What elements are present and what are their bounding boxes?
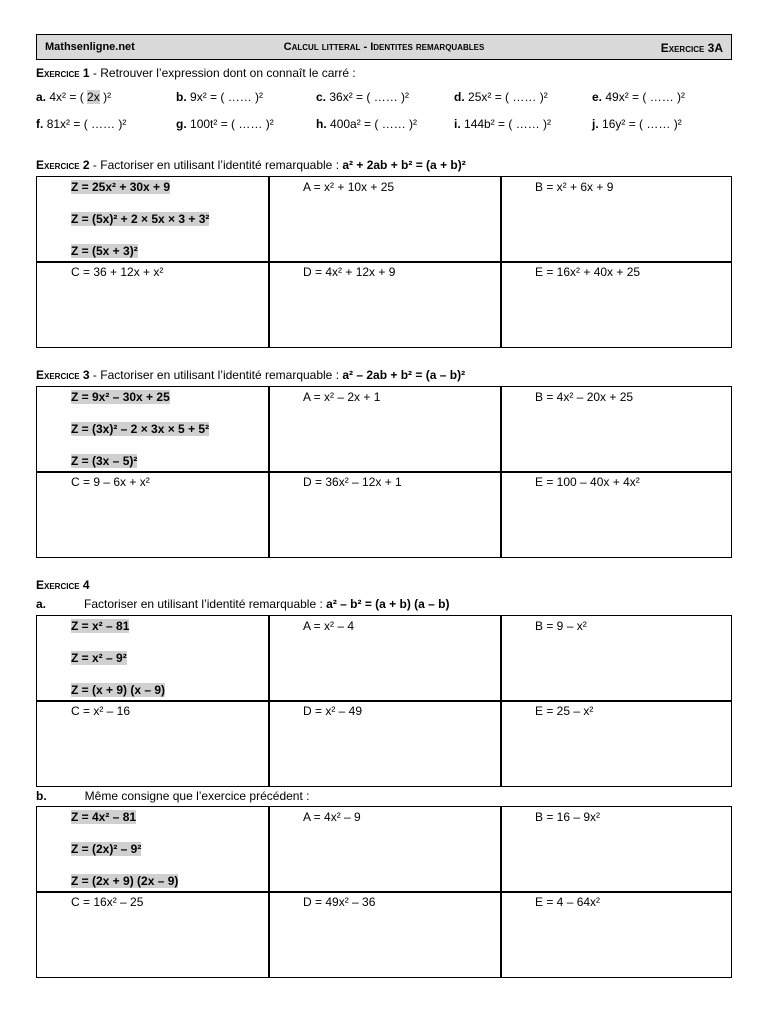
ex3-example-line2: Z = (3x)² – 2 × 3x × 5 + 5² — [71, 422, 210, 436]
ex3-cell-a: A = x² – 2x + 1 — [303, 390, 381, 404]
ex4b-example-line1: Z = 4x² – 81 — [71, 810, 137, 824]
exercise-id: Exercice 3A — [660, 41, 723, 55]
example-cell-line — [71, 454, 137, 468]
site-name: Mathsenligne.net — [45, 41, 135, 53]
ex1-title — [36, 66, 356, 80]
ex4a-cell-d: D = x² – 49 — [303, 704, 363, 718]
ex4b-example-line2: Z = (2x)² – 9² — [71, 842, 142, 856]
ex2-example-line2: Z = (5x)² + 2 × 5x × 3 + 3² — [71, 212, 210, 226]
ex4b-cell-c: C = 16x² – 25 — [71, 895, 144, 909]
example-cell-line — [71, 422, 209, 436]
ex1-item-f: f. 81x² = ( …… )² — [36, 117, 127, 131]
ex4b-grid — [36, 806, 732, 978]
example-cell-line — [71, 212, 209, 226]
ex4-heading: Exercice 4 — [36, 578, 90, 592]
ex4a-cell-e: E = 25 – x² — [535, 704, 594, 718]
example-cell-line — [71, 180, 170, 194]
ex1-answer: 2x — [87, 90, 100, 104]
ex3-cell-d: D = 36x² – 12x + 1 — [303, 475, 402, 489]
ex3-example-line3: Z = (3x – 5)² — [71, 454, 138, 468]
ex4a-cell-c: C = x² – 16 — [71, 704, 131, 718]
ex3-example-line1: Z = 9x² – 30x + 25 — [71, 390, 170, 404]
ex1-item-c: c. 36x² = ( …… )² — [316, 90, 410, 104]
ex1-item-g: g. 100t² = ( …… )² — [176, 117, 274, 131]
example-cell-line — [71, 810, 136, 824]
ex4a-example-line2: Z = x² – 9² — [71, 651, 127, 665]
example-cell-line — [71, 874, 178, 888]
ex4b-cell-d: D = 49x² – 36 — [303, 895, 376, 909]
example-cell-line — [71, 390, 170, 404]
grid-divider — [37, 261, 731, 263]
ex4a-example-line3: Z = (x + 9) (x – 9) — [71, 683, 166, 697]
ex3-heading: Exercice 3 — [36, 368, 90, 382]
ex1-heading: Exercice 1 — [36, 66, 90, 80]
ex2-heading: Exercice 2 — [36, 158, 90, 172]
ex2-cell-e: E = 16x² + 40x + 25 — [535, 265, 641, 279]
header-bar — [36, 34, 732, 60]
ex2-cell-a: A = x² + 10x + 25 — [303, 180, 395, 194]
ex1-item-e: e. 49x² = ( …… )² — [592, 90, 686, 104]
ex1-item-a: a. 4x² = ( 2x )² — [36, 90, 112, 104]
ex4-identity: a² – b² = (a + b) (a – b) — [326, 597, 450, 611]
ex4b-cell-b: B = 16 – 9x² — [535, 810, 601, 824]
example-cell-line — [71, 683, 165, 697]
ex1-item-d: d. 25x² = ( …… )² — [454, 90, 548, 104]
example-cell-line — [71, 244, 138, 258]
ex4-title — [36, 578, 90, 592]
ex2-example-line1: Z = 25x² + 30x + 9 — [71, 180, 171, 194]
ex1-item-i: i. 144b² = ( …… )² — [454, 117, 552, 131]
ex4a-cell-b: B = 9 – x² — [535, 619, 587, 633]
ex4b-cell-e: E = 4 – 64x² — [535, 895, 601, 909]
ex2-cell-d: D = 4x² + 12x + 9 — [303, 265, 396, 279]
ex2-cell-b: B = x² + 6x + 9 — [535, 180, 614, 194]
ex4a-example-line1: Z = x² – 81 — [71, 619, 130, 633]
ex2-grid — [36, 176, 732, 348]
ex3-grid — [36, 386, 732, 558]
ex2-title: Exercice 2 - Factoriser en utilisant l’identité remarquable : a² + 2ab + b² = (a + b)² — [36, 158, 466, 172]
ex3-title: Exercice 3 - Factoriser en utilisant l’identité remarquable : a² – 2ab + b² = (a – b)² — [36, 368, 466, 382]
ex2-identity: a² + 2ab + b² = (a + b)² — [342, 158, 466, 172]
ex2-example-line3: Z = (5x + 3)² — [71, 244, 138, 258]
ex1-item-b: b. 9x² = ( …… )² — [176, 90, 264, 104]
grid-divider — [37, 471, 731, 473]
ex4b-example-line3: Z = (2x + 9) (2x – 9) — [71, 874, 179, 888]
ex4a-cell-a: A = x² – 4 — [303, 619, 355, 633]
ex1-item-h: h. 400a² = ( …… )² — [316, 117, 418, 131]
ex4b-instruction-line: b. Même consigne que l’exercice précédent : — [36, 789, 310, 803]
ex1-instruction: - Retrouver l’expression dont on connaît le carré : — [89, 66, 356, 80]
ex4b-cell-a: A = 4x² – 9 — [303, 810, 361, 824]
grid-divider — [37, 891, 731, 893]
example-cell-line — [71, 619, 129, 633]
grid-divider — [37, 700, 731, 702]
ex4a-grid — [36, 615, 732, 787]
ex3-cell-b: B = 4x² – 20x + 25 — [535, 390, 634, 404]
ex3-cell-e: E = 100 – 40x + 4x² — [535, 475, 640, 489]
example-cell-line — [71, 651, 127, 665]
page-title: Calcul litteral - Identites remarquables — [283, 41, 485, 53]
ex1-item-j: j. 16y² = ( …… )² — [592, 117, 682, 131]
example-cell-line — [71, 842, 141, 856]
ex3-identity: a² – 2ab + b² = (a – b)² — [342, 368, 466, 382]
ex2-cell-c: C = 36 + 12x + x² — [71, 265, 164, 279]
ex4a-instruction-line: a. Factoriser en utilisant l’identité remarquable : a² – b² = (a + b) (a – b) — [36, 597, 450, 611]
ex3-cell-c: C = 9 – 6x + x² — [71, 475, 150, 489]
